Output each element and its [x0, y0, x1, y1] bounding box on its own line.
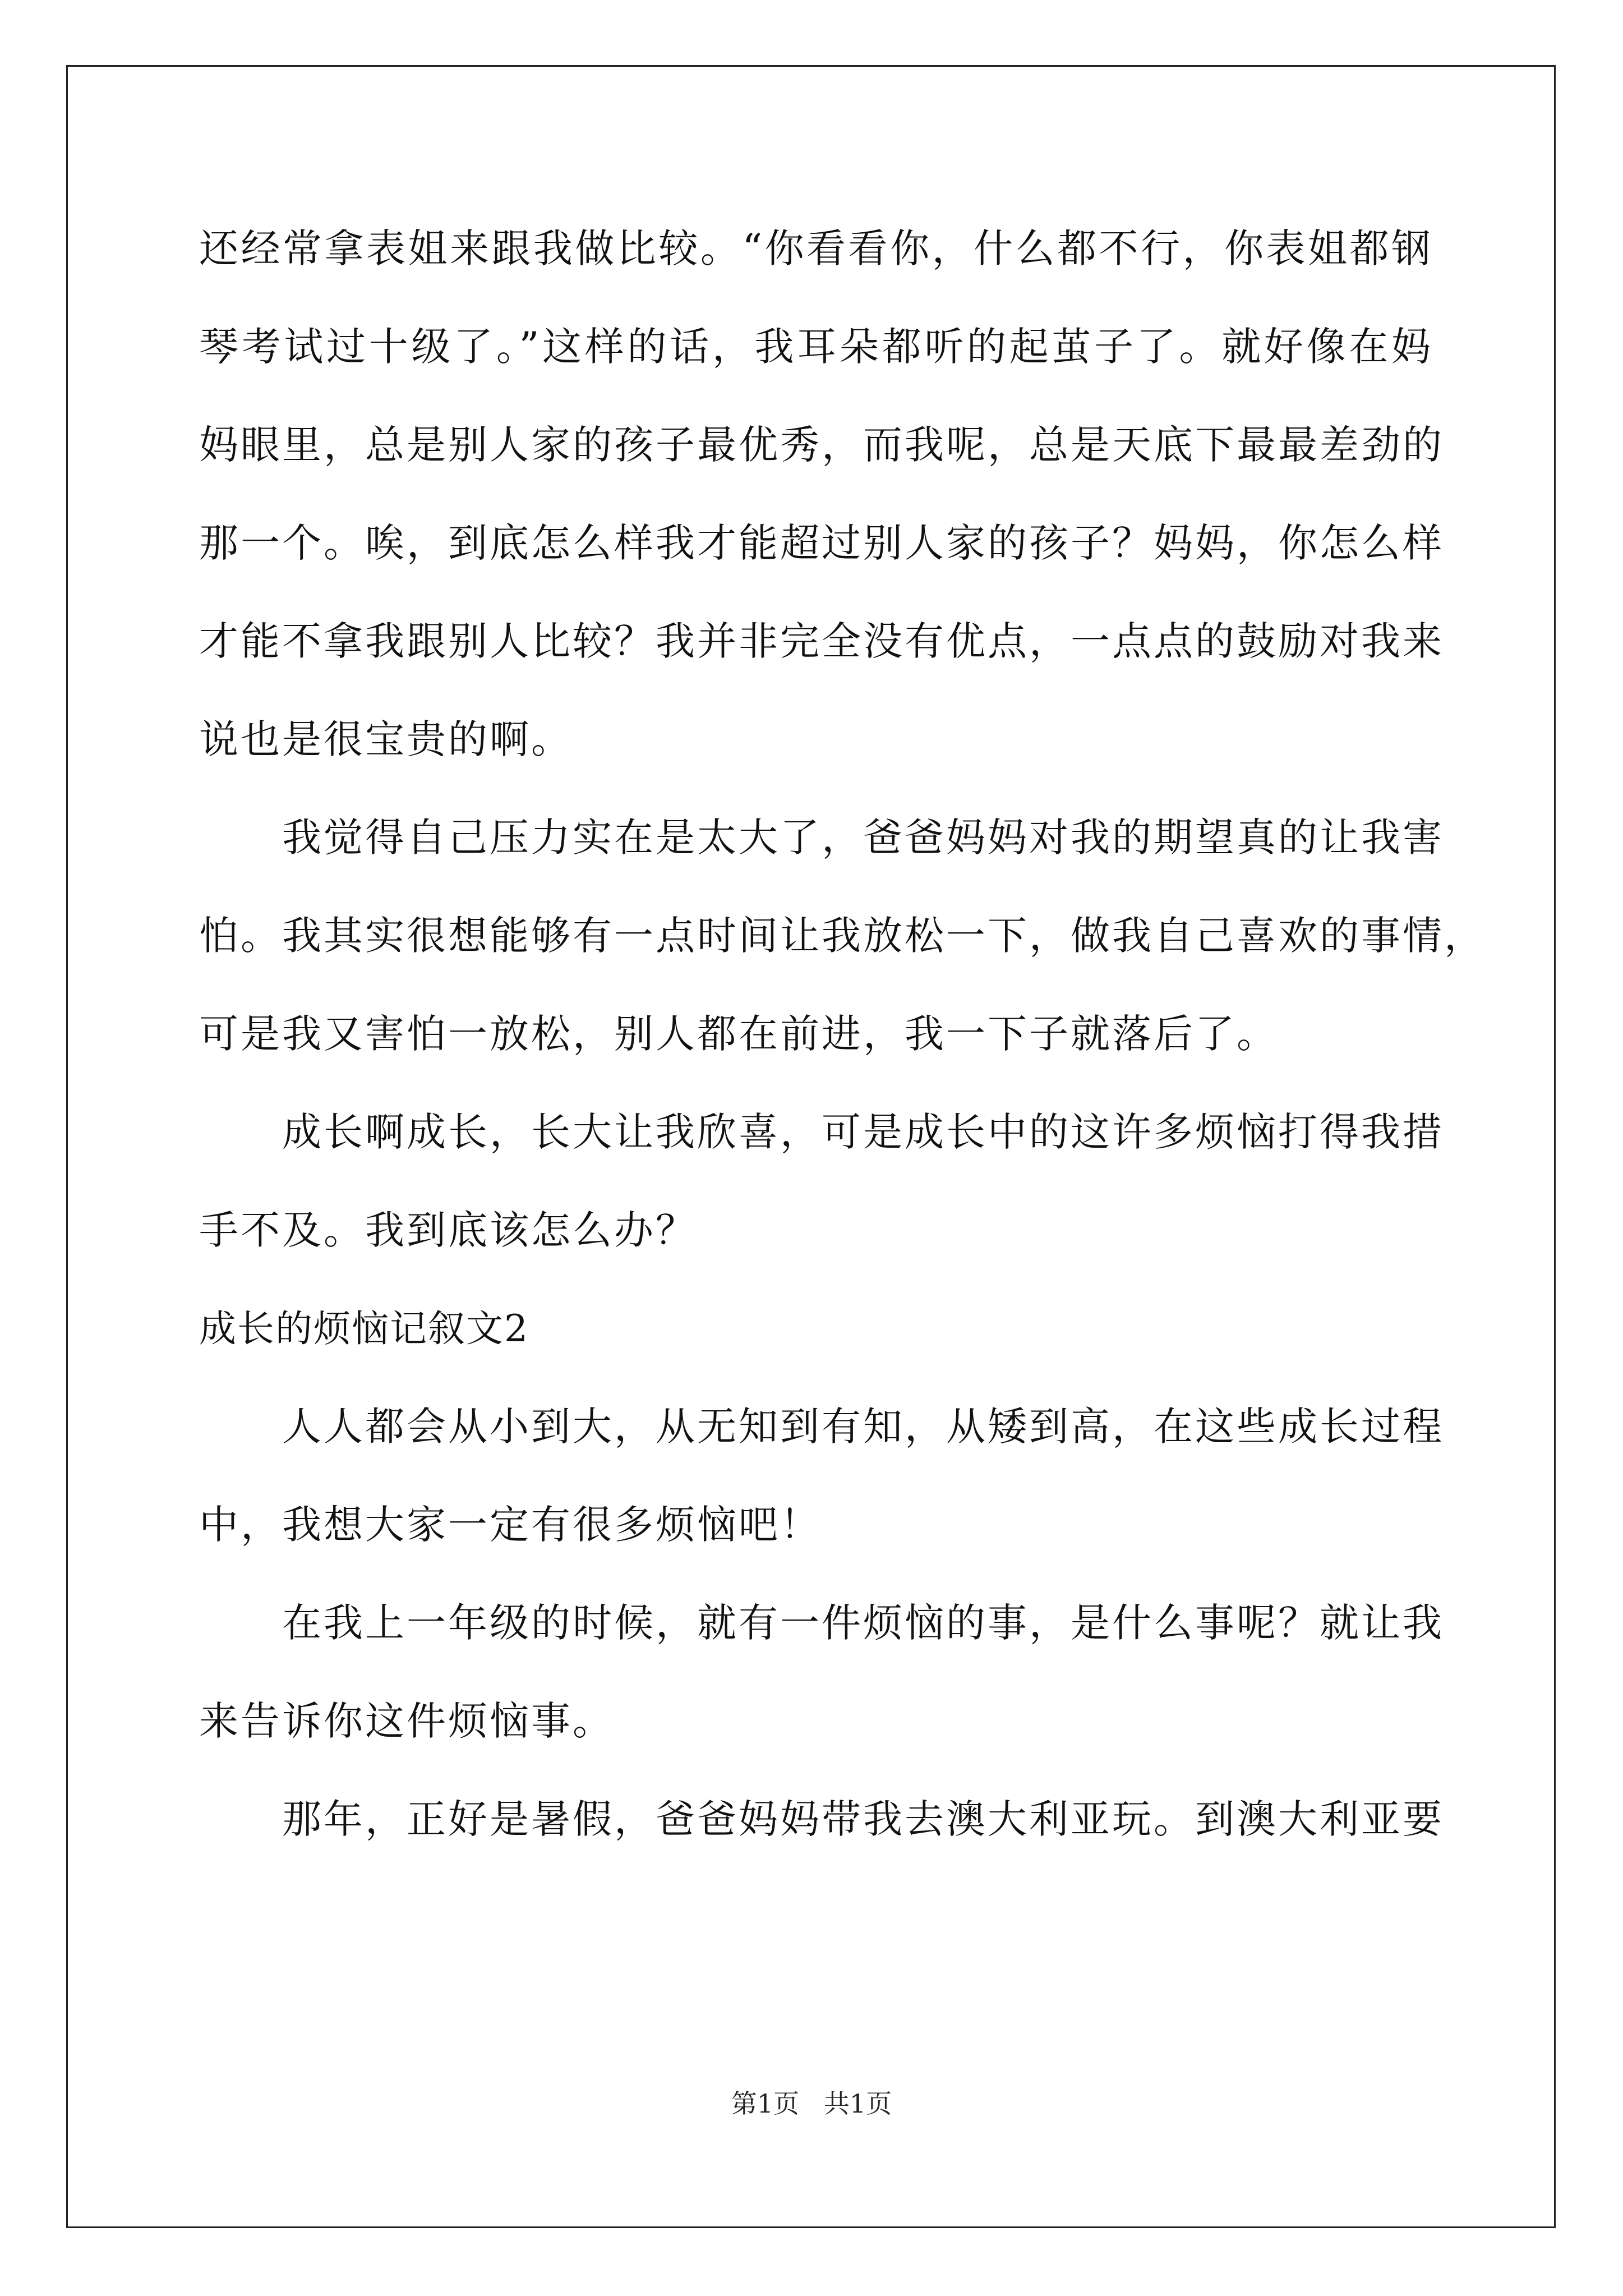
- paragraph-line: 来告诉你这件烦恼事。: [199, 1698, 614, 1744]
- document-body: [199, 200, 1486, 1869]
- paragraph-line: 怕。我其实很想能够有一点时间让我放松一下，做我自己喜欢的事情，: [199, 913, 1486, 959]
- paragraph-line: 人人都会从小到大，从无知到有知，从矮到高，在这些成长过程: [282, 1404, 1444, 1450]
- paragraph-line: 妈眼里，总是别人家的孩子最优秀，而我呢，总是天底下最最差劲的: [199, 422, 1444, 468]
- paragraph-line: 中，我想大家一定有很多烦恼吧！: [199, 1502, 822, 1548]
- paragraph-line: 才能不拿我跟别人比较？我并非完全没有优点，一点点的鼓励对我来: [199, 618, 1444, 664]
- page-footer: 第1页 共1页: [731, 2088, 892, 2119]
- paragraph-line: 那年，正好是暑假，爸爸妈妈带我去澳大利亚玩。到澳大利亚要: [282, 1796, 1444, 1842]
- paragraph-line: 可是我又害怕一放松，别人都在前进，我一下子就落后了。: [199, 1011, 1278, 1057]
- paragraph-line: 琴考试过十级了。”这样的话，我耳朵都听的起茧子了。就好像在妈: [199, 324, 1433, 370]
- paragraph-line: 说也是很宝贵的啊。: [199, 716, 573, 762]
- paragraph-line: 成长啊成长，长大让我欣喜，可是成长中的这许多烦恼打得我措: [282, 1109, 1444, 1155]
- paragraph-line: 还经常拿表姐来跟我做比较。“你看看你，什么都不行，你表姐都钢: [199, 226, 1433, 272]
- paragraph-line: 在我上一年级的时候，就有一件烦恼的事，是什么事呢？就让我: [282, 1600, 1444, 1646]
- paragraph-line: 那一个。唉，到底怎么样我才能超过别人家的孩子？妈妈，你怎么样: [199, 520, 1444, 566]
- paragraph-line: 我觉得自己压力实在是太大了，爸爸妈妈对我的期望真的让我害: [282, 815, 1444, 861]
- paragraph-line: 手不及。我到底该怎么办？: [199, 1207, 697, 1253]
- section-heading: 成长的烦恼记叙文2: [199, 1307, 529, 1350]
